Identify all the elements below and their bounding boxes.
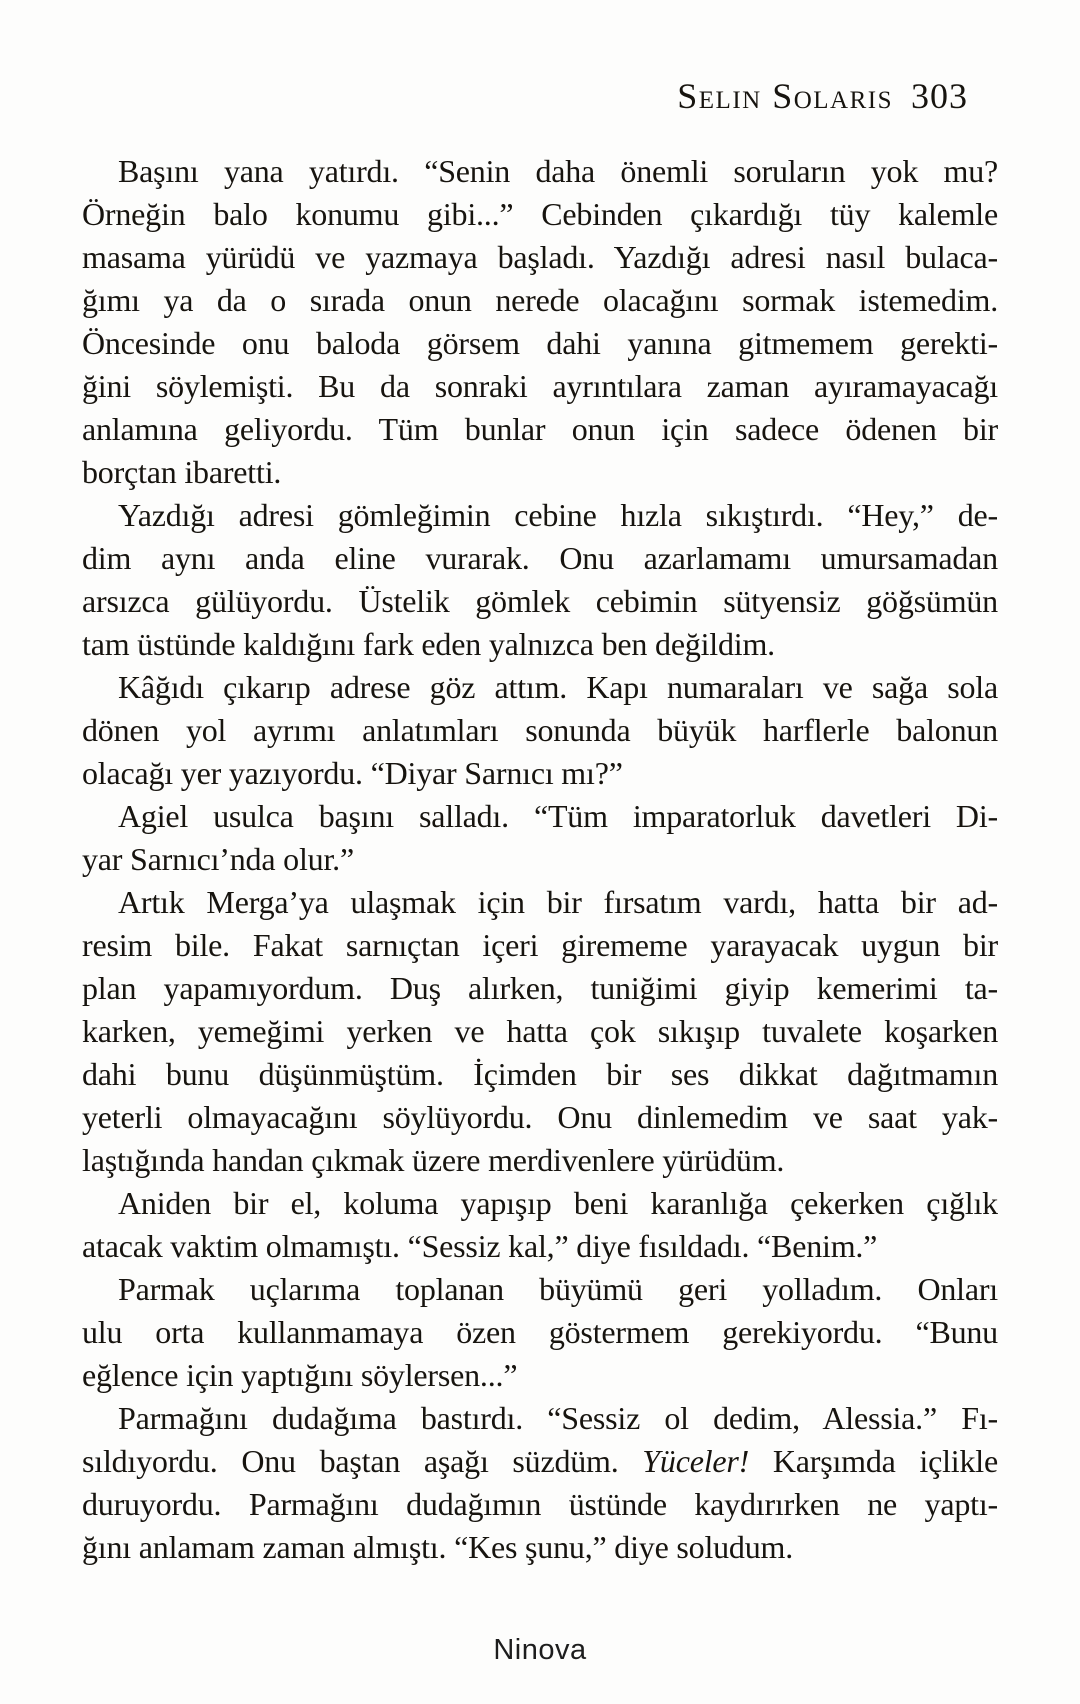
text-line: laştığında handan çıkmak üzere merdivenlere yürüdüm.: [82, 1142, 785, 1178]
running-header: [677, 78, 968, 114]
paragraph-1: [82, 150, 998, 494]
text-line: anlamına geliyordu. Tüm bunlar onun için sadece ödenen bir: [82, 411, 998, 447]
text-line: Artık Merga’ya ulaşmak için bir fırsatım vardı, hatta bir ad-: [118, 884, 998, 920]
text-line: Aniden bir el, koluma yapışıp beni karanlığa çekerken çığlık: [118, 1185, 998, 1221]
page-number: 303: [911, 76, 968, 116]
text-line: ğını anlamam zaman almıştı. “Kes şunu,” diye soludum.: [82, 1529, 794, 1565]
paragraph-3: [82, 666, 998, 795]
paragraph-6: [82, 1182, 998, 1268]
text-line: masama yürüdü ve yazmaya başladı. Yazdığı adresi nasıl bulaca-: [82, 239, 998, 275]
text-line: plan yapamıyordum. Duş alırken, tuniğimi giyip kemerimi ta-: [82, 970, 998, 1006]
text-line: ulu orta kullanmamaya özen göstermem gerekiyordu. “Bunu: [82, 1314, 998, 1350]
text-line: borçtan ibaretti.: [82, 454, 282, 490]
publisher-watermark: Ninova: [493, 1634, 587, 1666]
text-line: sıldıyordu. Onu baştan aşağı süzdüm. Yüceler! Karşımda içlikle: [82, 1443, 998, 1479]
text-line: Agiel usulca başını salladı. “Tüm imparatorluk davetleri Di-: [118, 798, 998, 834]
paragraph-4: [82, 795, 998, 881]
paragraph-7: [82, 1268, 998, 1397]
text-line: Örneğin balo konumu gibi...” Cebinden çıkardığı tüy kalemle: [82, 196, 998, 232]
text-line: Öncesinde onu baloda görsem dahi yanına gitmemem gerekti-: [82, 325, 998, 361]
text-line: duruyordu. Parmağını dudağımın üstünde kaydırırken ne yaptı-: [82, 1486, 998, 1522]
text-line: ğımı ya da o sırada onun nerede olacağını sormak istemedim.: [82, 282, 998, 318]
text-line: Başını yana yatırdı. “Senin daha önemli soruların yok mu?: [118, 153, 998, 189]
running-title: Selin Solaris: [677, 76, 893, 116]
text-line: Parmağını dudağıma bastırdı. “Sessiz ol dedim, Alessia.” Fı-: [118, 1400, 998, 1436]
body-text: [82, 150, 998, 1569]
text-line: Parmak uçlarıma toplanan büyümü geri yolladım. Onları: [118, 1271, 998, 1307]
text-line: Kâğıdı çıkarıp adrese göz attım. Kapı numaraları ve sağa sola: [118, 669, 998, 705]
text-line: dönen yol ayrımı anlatımları sonunda büyük harflerle balonun: [82, 712, 998, 748]
text-line: olacağı yer yazıyordu. “Diyar Sarnıcı mı?”: [82, 755, 623, 791]
text-line: dahi bunu düşünmüştüm. İçimden bir ses dikkat dağıtmamın: [82, 1056, 998, 1092]
text-line: resim bile. Fakat sarnıçtan içeri girememe yarayacak uygun bir: [82, 927, 998, 963]
text-line: Yazdığı adresi gömleğimin cebine hızla sıkıştırdı. “Hey,” de-: [118, 497, 998, 533]
paragraph-5: [82, 881, 998, 1182]
text-line: atacak vaktim olmamıştı. “Sessiz kal,” diye fısıldadı. “Benim.”: [82, 1228, 878, 1264]
paragraph-2: [82, 494, 998, 666]
page-footer: [0, 1634, 1080, 1667]
text-line: arsızca gülüyordu. Üstelik gömlek cebimin sütyensiz göğsümün: [82, 583, 998, 619]
text-line: yeterli olmayacağını söylüyordu. Onu dinlemedim ve saat yak-: [82, 1099, 998, 1135]
paragraph-8: [82, 1397, 998, 1569]
text-line: karken, yemeğimi yerken ve hatta çok sıkışıp tuvalete koşarken: [82, 1013, 998, 1049]
text-line: ğini söylemişti. Bu da sonraki ayrıntılara zaman ayıramayacağı: [82, 368, 998, 404]
text-line: tam üstünde kaldığını fark eden yalnızca ben değildim.: [82, 626, 775, 662]
text-line: yar Sarnıcı’nda olur.”: [82, 841, 354, 877]
text-line: eğlence için yaptığını söylersen...”: [82, 1357, 518, 1393]
text-line: dim aynı anda eline vurarak. Onu azarlamamı umursamadan: [82, 540, 998, 576]
